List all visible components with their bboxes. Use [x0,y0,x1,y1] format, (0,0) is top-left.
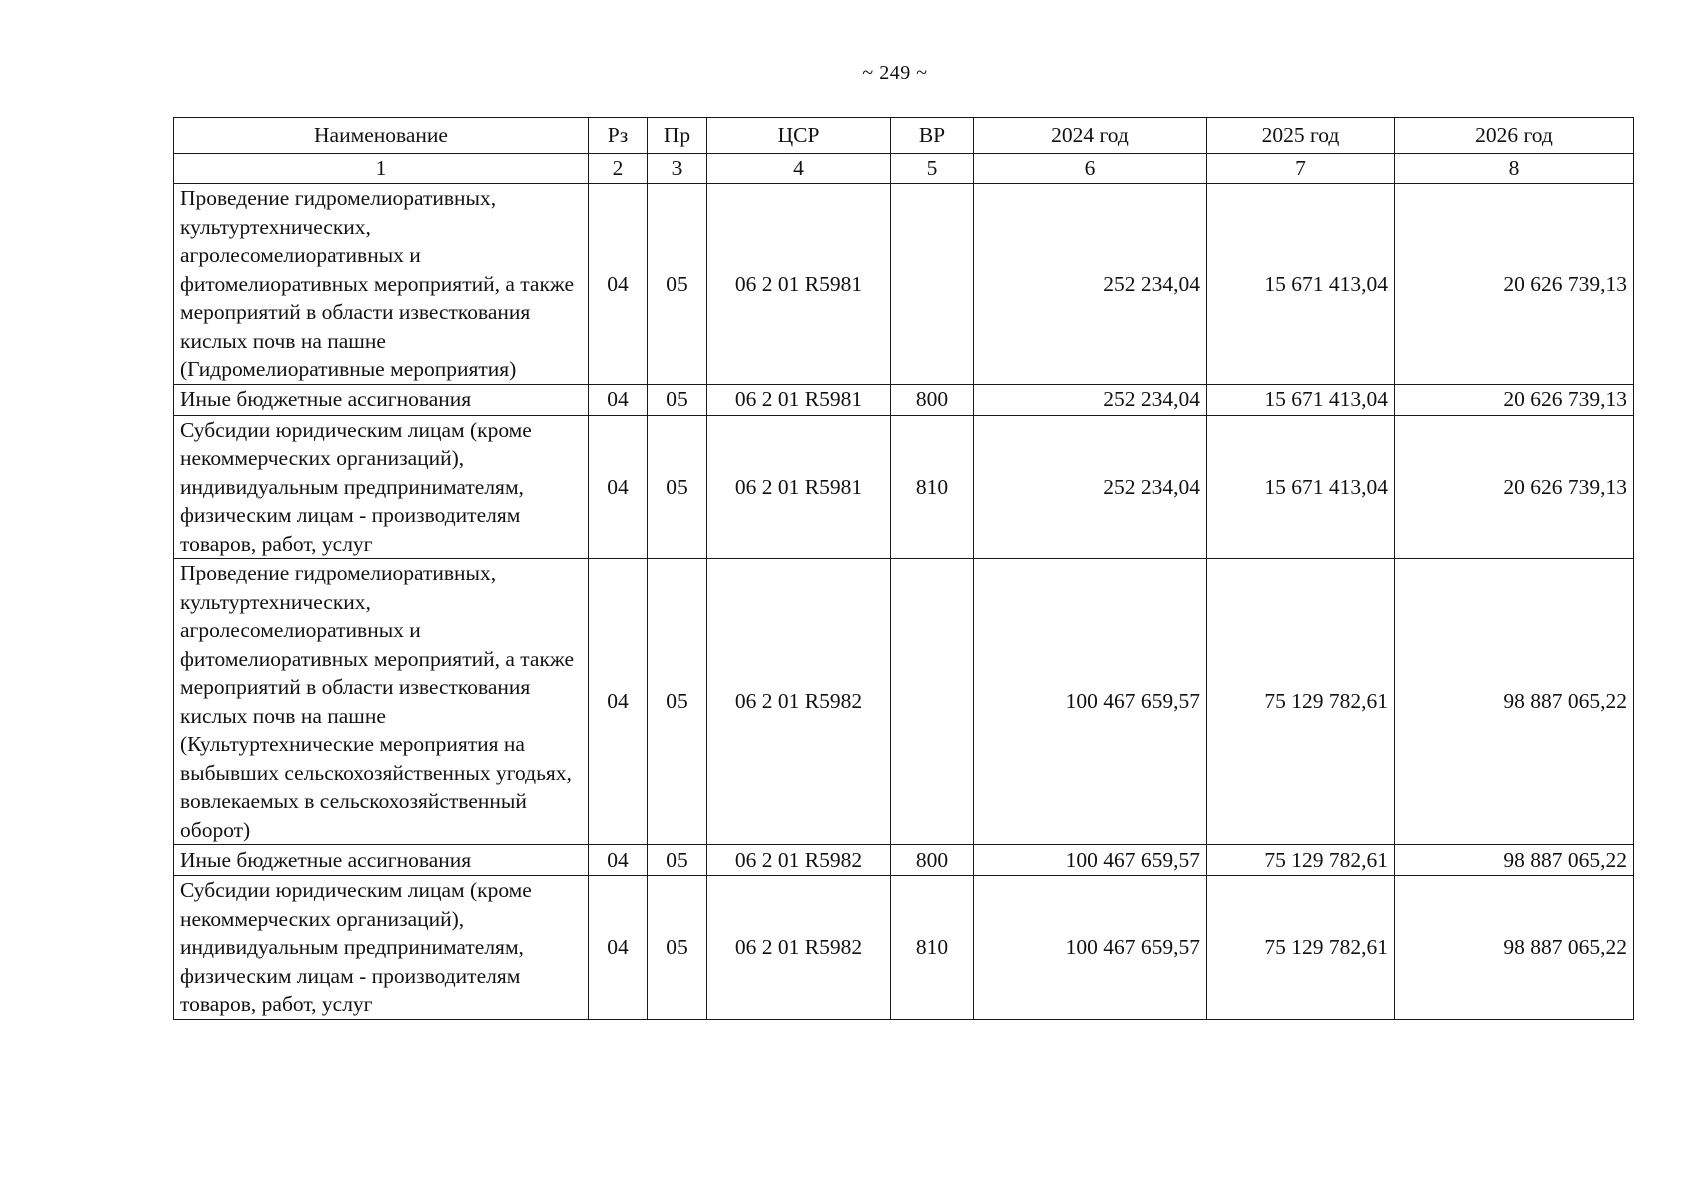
row-name: Иные бюджетные ассигнования [174,845,589,876]
row-pr: 05 [648,184,707,385]
row-pr: 05 [648,384,707,415]
row-rz: 04 [589,384,648,415]
row-2024: 252 234,04 [974,184,1207,385]
header-name: Наименование [174,118,589,154]
table-row [174,845,1634,876]
column-number: 1 [174,154,589,184]
row-2025: 75 129 782,61 [1207,845,1395,876]
column-number: 2 [589,154,648,184]
row-2026: 98 887 065,22 [1395,845,1634,876]
row-csr: 06 2 01 R5982 [707,559,891,845]
header-2025: 2025 год [1207,118,1395,154]
row-rz: 04 [589,415,648,559]
row-2026: 20 626 739,13 [1395,384,1634,415]
row-name: Проведение гидромелиоративных, культуртехнических, агролесомелиоративных и фитомелиоративных мероприятий, а также мероприятий в области известкования кислых почв на пашне (Культуртехнические мероприятия на выбывших сельскохозяйственных угодьях, вовлекаемых в сельскохозяйственный оборот) [174,559,589,845]
header-rz: Рз [589,118,648,154]
row-csr: 06 2 01 R5982 [707,845,891,876]
row-2024: 252 234,04 [974,415,1207,559]
row-name: Субсидии юридическим лицам (кроме некоммерческих организаций), индивидуальным предпринимателям, физическим лицам - производителям товаров, работ, услуг [174,876,589,1020]
column-number-row [174,154,1634,184]
header-2026: 2026 год [1395,118,1634,154]
row-2026: 20 626 739,13 [1395,415,1634,559]
row-pr: 05 [648,559,707,845]
row-csr: 06 2 01 R5981 [707,184,891,385]
row-2025: 15 671 413,04 [1207,384,1395,415]
table-row [174,184,1634,385]
table-row [174,559,1634,845]
row-vr [891,184,974,385]
table-row [174,876,1634,1020]
column-number: 3 [648,154,707,184]
budget-table [173,117,1634,1020]
row-2026: 98 887 065,22 [1395,876,1634,1020]
row-2024: 100 467 659,57 [974,559,1207,845]
header-vr: ВР [891,118,974,154]
row-name: Субсидии юридическим лицам (кроме некоммерческих организаций), индивидуальным предпринимателям, физическим лицам - производителям товаров, работ, услуг [174,415,589,559]
row-vr: 800 [891,384,974,415]
page-number: ~ 249 ~ [862,62,928,84]
row-vr: 800 [891,845,974,876]
table-row [174,384,1634,415]
row-2024: 100 467 659,57 [974,845,1207,876]
row-rz: 04 [589,559,648,845]
row-2025: 15 671 413,04 [1207,415,1395,559]
row-rz: 04 [589,184,648,385]
column-number: 7 [1207,154,1395,184]
table-header-row [174,118,1634,154]
row-2024: 252 234,04 [974,384,1207,415]
row-2026: 98 887 065,22 [1395,559,1634,845]
header-csr: ЦСР [707,118,891,154]
row-csr: 06 2 01 R5982 [707,876,891,1020]
row-vr: 810 [891,415,974,559]
table-row [174,415,1634,559]
row-2024: 100 467 659,57 [974,876,1207,1020]
row-name: Проведение гидромелиоративных, культуртехнических, агролесомелиоративных и фитомелиоративных мероприятий, а также мероприятий в области известкования кислых почв на пашне (Гидромелиоративные мероприятия) [174,184,589,385]
row-2025: 75 129 782,61 [1207,876,1395,1020]
row-2025: 15 671 413,04 [1207,184,1395,385]
row-pr: 05 [648,415,707,559]
column-number: 8 [1395,154,1634,184]
row-pr: 05 [648,845,707,876]
row-csr: 06 2 01 R5981 [707,384,891,415]
row-2025: 75 129 782,61 [1207,559,1395,845]
header-2024: 2024 год [974,118,1207,154]
row-vr [891,559,974,845]
column-number: 5 [891,154,974,184]
row-csr: 06 2 01 R5981 [707,415,891,559]
row-name: Иные бюджетные ассигнования [174,384,589,415]
row-pr: 05 [648,876,707,1020]
row-rz: 04 [589,845,648,876]
header-pr: Пр [648,118,707,154]
row-2026: 20 626 739,13 [1395,184,1634,385]
row-rz: 04 [589,876,648,1020]
column-number: 4 [707,154,891,184]
row-vr: 810 [891,876,974,1020]
column-number: 6 [974,154,1207,184]
